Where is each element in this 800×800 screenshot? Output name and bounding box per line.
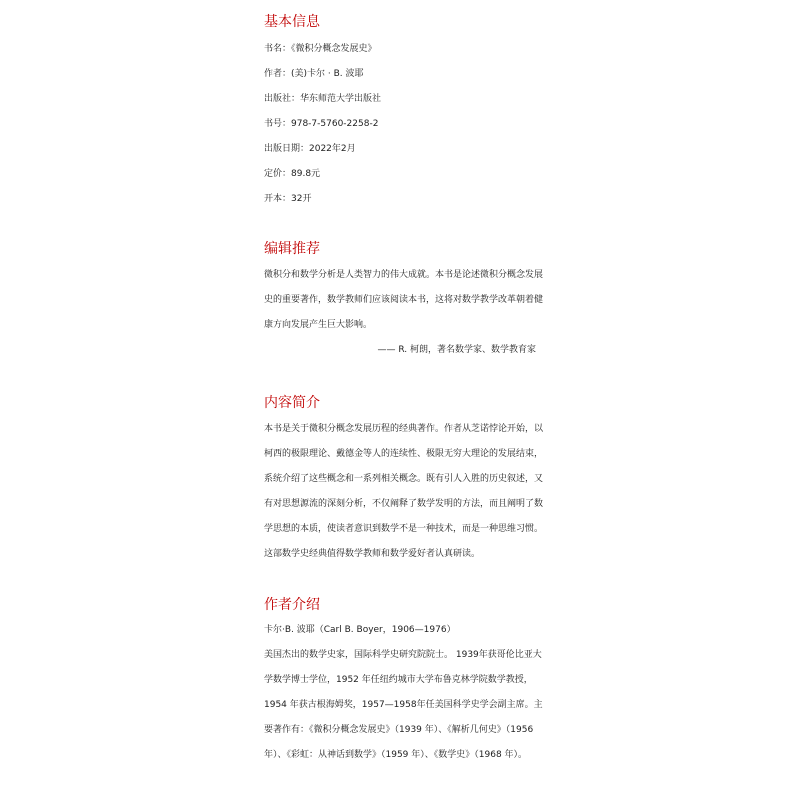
author-intro-heading: 作者介绍 bbox=[264, 597, 320, 613]
info-line-date: 出版日期：2022年2月 bbox=[264, 144, 356, 154]
author-intro-line: 1954 年获古根海姆奖，1957—1958年任美国科学史学会副主席。主 bbox=[264, 700, 543, 710]
info-line-author: 作者：(美)卡尔 · B. 波耶 bbox=[264, 69, 364, 79]
content-intro-line: 系统介绍了这些概念和一系列相关概念。既有引人入胜的历史叙述，又 bbox=[264, 474, 544, 484]
author-intro-line: 年）、《彩虹：从神话到数学》（1959 年）、《数学史》（1968 年）。 bbox=[264, 750, 528, 760]
editor-recommendation-line: 微积分和数学分析是人类智力的伟大成就。本书是论述微积分概念发展 bbox=[264, 270, 544, 280]
recommendation-attribution: —— R. 柯朗，著名数学家、数学教育家 bbox=[377, 345, 536, 355]
editor-recommendation-line: 康方向发展产生巨大影响。 bbox=[264, 320, 373, 330]
info-line-isbn: 书号：978-7-5760-2258-2 bbox=[264, 119, 379, 129]
info-line-publisher: 出版社：华东师范大学出版社 bbox=[264, 94, 382, 104]
editor-recommendation-heading: 编辑推荐 bbox=[264, 241, 320, 257]
content-intro-line: 本书是关于微积分概念发展历程的经典著作。作者从芝诺悖论开始，以 bbox=[264, 424, 544, 434]
author-intro-line: 卡尔·B. 波耶（Carl B. Boyer，1906—1976） bbox=[264, 625, 456, 635]
info-line-price: 定价：89.8元 bbox=[264, 169, 321, 179]
content-intro-heading: 内容简介 bbox=[264, 395, 320, 411]
content-intro-line: 有对思想源流的深刻分析，不仅阐释了数学发明的方法，而且阐明了数 bbox=[264, 499, 544, 509]
author-intro-line: 学数学博士学位，1952 年任纽约城市大学布鲁克林学院数学教授， bbox=[264, 675, 533, 685]
content-intro-line: 这部数学史经典值得数学教师和数学爱好者认真研读。 bbox=[264, 549, 481, 559]
info-line-title: 书名：《微积分概念发展史》 bbox=[264, 44, 377, 54]
info-line-format: 开本：32开 bbox=[264, 194, 312, 204]
author-intro-line: 美国杰出的数学史家，国际科学史研究院院士。 1939年获哥伦比亚大 bbox=[264, 650, 542, 660]
author-intro-line: 要著作有：《微积分概念发展史》（1939 年）、《解析几何史》（1956 bbox=[264, 725, 534, 735]
content-intro-line: 柯西的极限理论、戴德金等人的连续性、极限无穷大理论的发展结束， bbox=[264, 449, 544, 459]
editor-recommendation-line: 史的重要著作，数学教师们应该阅读本书，这将对数学教学改革朝着健 bbox=[264, 295, 544, 305]
content-intro-line: 学思想的本质，使读者意识到数学不是一种技术，而是一种思维习惯。 bbox=[264, 524, 544, 534]
basic-info-heading: 基本信息 bbox=[264, 14, 320, 30]
